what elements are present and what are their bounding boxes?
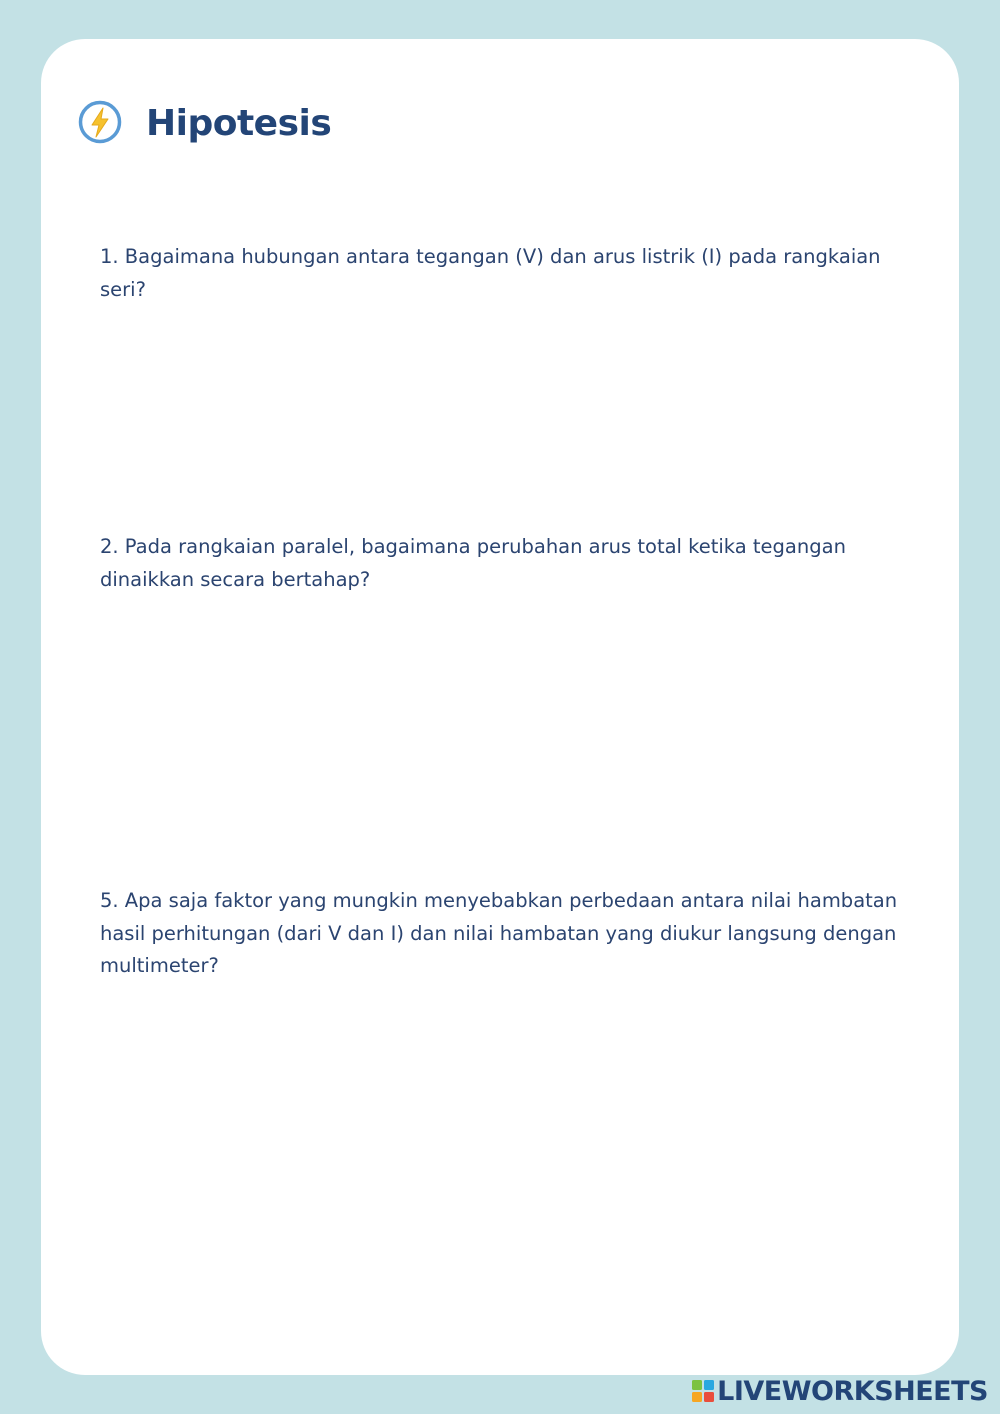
liveworksheets-brand[interactable] [692, 1376, 988, 1406]
liveworksheets-logo-icon [692, 1380, 714, 1402]
answer-area-2[interactable] [100, 610, 900, 860]
question-2: 2. Pada rangkaian paralel, bagaimana perubahan arus total ketika tegangan dinaikkan secara bertahap? [100, 535, 846, 591]
answer-area-1[interactable] [100, 320, 900, 510]
lightning-bolt-icon [78, 100, 122, 144]
brand-text: LIVEWORKSHEETS [717, 1375, 988, 1407]
question-1: 1. Bagaimana hubungan antara tegangan (V) dan arus listrik (I) pada rangkaian seri? [100, 245, 881, 301]
answer-area-5[interactable] [100, 995, 900, 1285]
page-title: Hipotesis [146, 103, 332, 144]
question-5: 5. Apa saja faktor yang mungkin menyebabkan perbedaan antara nilai hambatan hasil perhitungan (dari V dan I) dan nilai hambatan yang diukur langsung dengan multimeter? [100, 889, 898, 977]
